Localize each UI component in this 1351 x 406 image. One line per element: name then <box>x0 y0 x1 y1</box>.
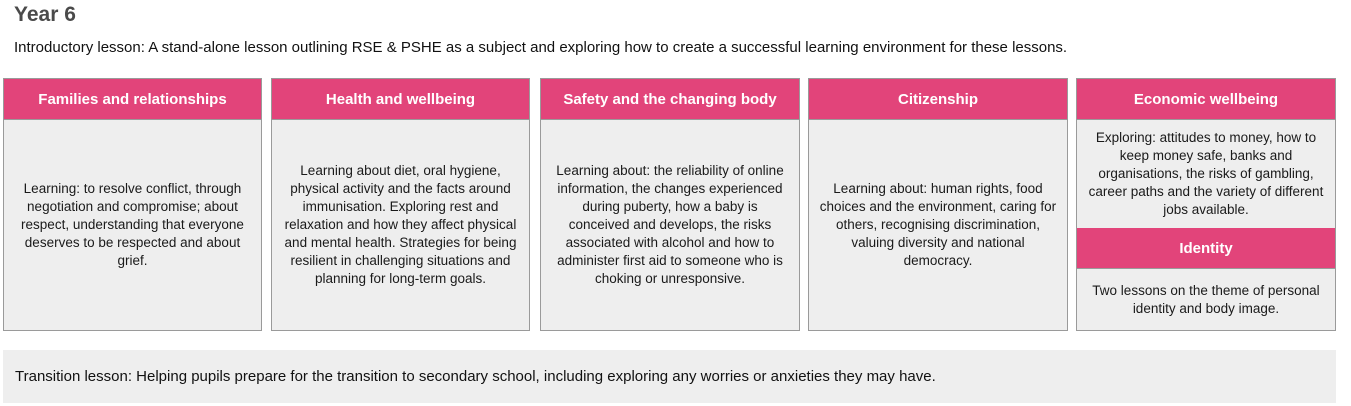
column-body: Learning: to resolve conflict, through negotiation and compromise; about respect, understanding that everyone deserves to be respected and about grief. <box>4 119 261 330</box>
column-heading: Health and wellbeing <box>272 79 529 119</box>
column-citizenship <box>808 78 1068 331</box>
transition-lesson-text: Transition lesson: Helping pupils prepare for the transition to secondary school, including exploring any worries or anxieties they may have. <box>3 350 1336 403</box>
column-heading: Citizenship <box>809 79 1067 119</box>
column-body: Learning about: the reliability of online information, the changes experienced during puberty, how a baby is conceived and develops, the risks associated with alcohol and how to administer first aid to someone who is choking or unresponsive. <box>541 119 799 330</box>
column-safety-changing-body <box>540 78 800 331</box>
identity-body: Two lessons on the theme of personal identity and body image. <box>1077 268 1335 330</box>
column-economic-wellbeing <box>1076 78 1336 331</box>
column-body: Learning about: human rights, food choices and the environment, caring for others, recognising discrimination, valuing diversity and national democracy. <box>809 119 1067 330</box>
column-heading: Families and relationships <box>4 79 261 119</box>
page-title: Year 6 <box>14 3 76 26</box>
column-heading: Safety and the changing body <box>541 79 799 119</box>
topics-grid <box>3 78 1336 331</box>
column-heading: Economic wellbeing <box>1077 79 1335 119</box>
column-body: Learning about diet, oral hygiene, physical activity and the facts around immunisation. Exploring rest and relaxation and how they affect physical and mental health. Strategies for being resilient in challenging situations and planning for long-term goals. <box>272 119 529 330</box>
column-health-wellbeing <box>271 78 530 331</box>
column-body: Exploring: attitudes to money, how to keep money safe, banks and organisations, the risks of gambling, career paths and the variety of different jobs available. <box>1077 119 1335 228</box>
intro-lesson-text: Introductory lesson: A stand-alone lesson outlining RSE & PSHE as a subject and exploring how to create a successful learning environment for these lessons. <box>14 39 1068 56</box>
column-families-relationships <box>3 78 262 331</box>
identity-heading: Identity <box>1077 228 1335 268</box>
